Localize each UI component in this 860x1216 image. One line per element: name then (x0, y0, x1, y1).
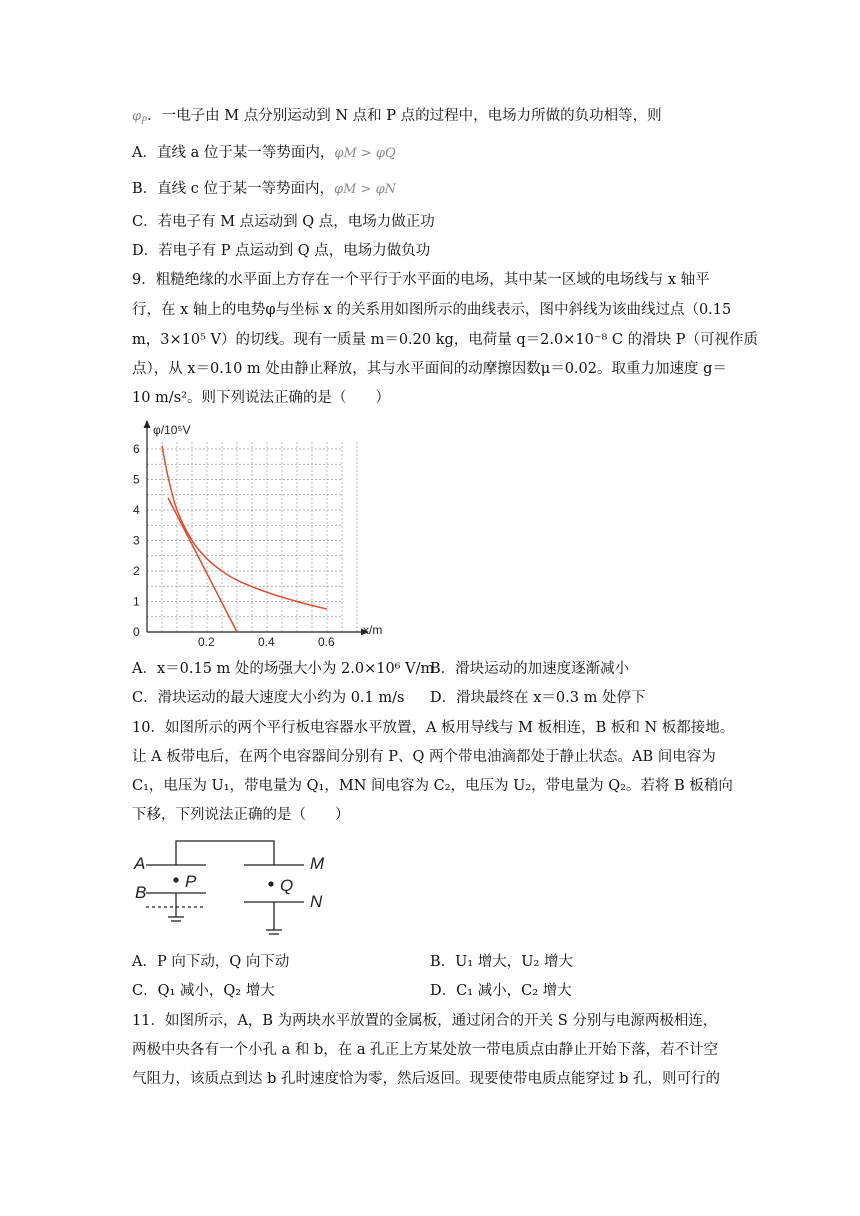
droplet-p (173, 877, 178, 882)
x-tick-label: 0.6 (318, 635, 335, 648)
y-tick-label: 4 (133, 503, 140, 517)
phi-x-chart (125, 418, 395, 648)
label-p: P (185, 872, 197, 891)
q8-option-b: B．直线 c 位于某一等势面内，φM > φN (132, 181, 397, 197)
q9-option-a: A．x＝0.15 m 处的场强大小为 2.0×10⁶ V/m (132, 661, 435, 677)
q9-stem-4: 点），从 x＝0.10 m 处由静止释放，其与水平面间的动摩擦因数μ＝0.02。取重力加速度 g＝ (132, 361, 727, 377)
q9-stem-5: 10 m/s²。则下列说法正确的是（ ） (132, 390, 390, 406)
q9-stem-1: 9．粗糙绝缘的水平面上方存在一个平行于水平面的电场，其中某一区域的电场线与 x 轴平 (132, 272, 710, 288)
chart-grid (147, 441, 357, 632)
label-n: N (310, 892, 323, 911)
q8-option-c: C．若电子有 M 点运动到 Q 点，电场力做正功 (132, 214, 435, 230)
tangent-line (168, 498, 237, 632)
label-q: Q (280, 876, 294, 895)
q8-option-d: D．若电子有 P 点运动到 Q 点，电场力做负功 (132, 243, 431, 259)
q11-stem-3: 气阻力，该质点到达 b 孔时速度恰为零，然后返回。现要使带电质点能穿过 b 孔，则可行的 (132, 1071, 720, 1087)
q9-option-b: B．滑块运动的加速度逐渐减小 (430, 661, 630, 677)
y-tick-label: 6 (133, 442, 140, 456)
q11-stem-1: 11．如图所示，A，B 为两块水平放置的金属板，通过闭合的开关 S 分别与电源两极相连， (132, 1013, 718, 1029)
droplet-q (268, 881, 273, 886)
y-tick-label: 1 (133, 594, 140, 609)
q10-option-b: B．U₁ 增大，U₂ 增大 (430, 954, 573, 970)
q9-stem-3: m，3×10⁵ V）的切线。现有一质量 m＝0.20 kg，电荷量 q＝2.0×10⁻⁸ C 的滑块 P（可视作质 (132, 332, 758, 348)
label-m: M (310, 854, 325, 873)
label-a: A (134, 854, 146, 873)
q8-stem-line: $\varphi_P$．一电子由 M 点分别运动到 N 点和 P 点的过程中，电场力所做的负功相等，则 (132, 108, 662, 127)
y-tick-label: 0 (133, 625, 140, 639)
q10-option-d: D．C₁ 减小，C₂ 增大 (430, 983, 572, 999)
q10-stem-4: 下移，下列说法正确的是（ ） (132, 807, 350, 823)
x-tick-label: 0.2 (198, 635, 215, 648)
q9-option-d: D．滑块最终在 x＝0.3 m 处停下 (430, 690, 646, 706)
x-tick-label: 0.4 (258, 635, 275, 648)
q9-option-c: C．滑块运动的最大速度大小约为 0.1 m/s (132, 690, 405, 706)
label-b: B (135, 883, 147, 902)
connecting-wire (176, 841, 274, 865)
phi-p-symbol: $\varphi_P$ (132, 109, 148, 127)
q9-stem-2: 行，在 x 轴上的电势φ与坐标 x 的关系用如图所示的曲线表示，图中斜线为该曲线过点（0.15 (132, 302, 732, 318)
y-tick-label: 5 (133, 472, 140, 487)
q10-stem-1: 10．如图所示的两个平行板电容器水平放置，A 板用导线与 M 板相连，B 板和 N 板都接地。 (132, 720, 735, 736)
x-axis-label: x/m (363, 623, 383, 637)
y-tick-label: 3 (133, 533, 140, 548)
y-axis-label: φ/10⁵V (153, 423, 191, 437)
q8-option-a: A．直线 a 位于某一等势面内，φM > φQ (132, 145, 396, 161)
potential-curve (162, 446, 327, 609)
q10-option-a: A．P 向下动，Q 向下动 (132, 954, 290, 970)
q10-stem-2: 让 A 板带电后，在两个电容器间分别有 P、Q 两个带电油滴都处于静止状态。AB 间电容为 (132, 749, 716, 765)
q11-stem-2: 两极中央各有一个小孔 a 和 b，在 a 孔正上方某处放一带电质点由静止开始下落，若不计空 (132, 1042, 719, 1058)
q10-stem-3: C₁，电压为 U₁，带电量为 Q₁，MN 间电容为 C₂，电压为 U₂，带电量为 Q₂。若将 B 板稍向 (132, 778, 733, 794)
chart-series (162, 446, 327, 632)
q10-option-c: C．Q₁ 减小，Q₂ 增大 (132, 983, 275, 999)
y-tick-label: 2 (133, 564, 140, 578)
capacitor-diagram (128, 835, 338, 950)
